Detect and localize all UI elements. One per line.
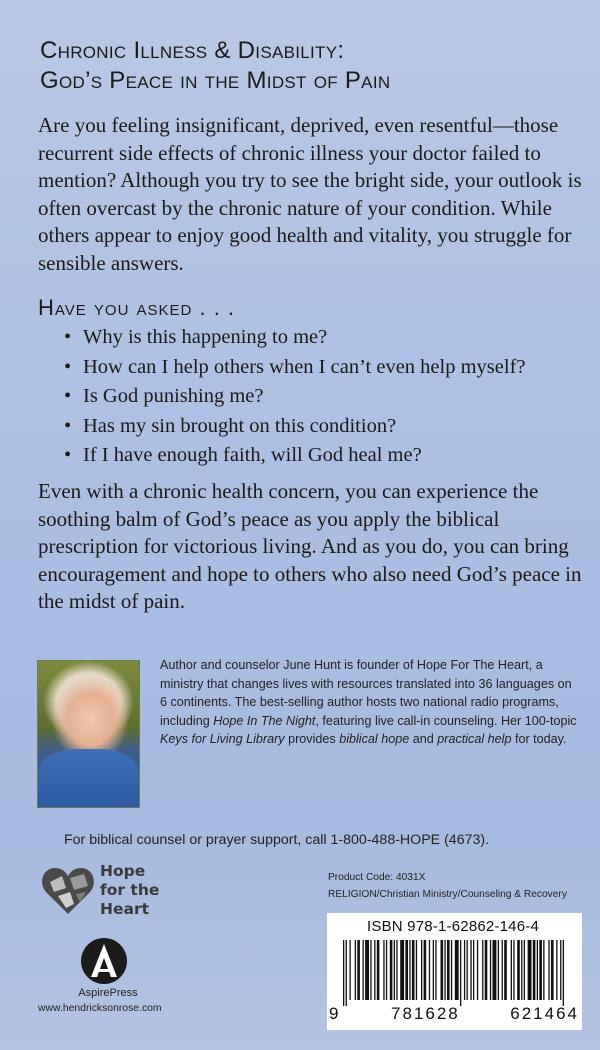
barcode-bar [524,940,525,1000]
barcode-bar [350,940,351,1000]
product-info [328,870,598,903]
hope-logo-line: Heart [100,900,149,918]
barcode-bar [482,940,483,1000]
barcode-bar [421,940,422,1000]
barcode-bar [416,940,417,1000]
barcode-bar [386,940,387,1000]
bio-emphasis: biblical hope [339,732,410,747]
barcode-bar [374,940,375,1000]
barcode-bar [513,940,514,1000]
isbn-barcode [327,913,582,1030]
barcode-bar [405,940,408,1000]
barcode-bar [346,940,347,1006]
intro-paragraph: Are you feeling insignificant, deprived, even resentful—those recurrent side effects of chronic illness your doctor failed to mention? Although you try to see the bright side, your outlook is often overcast by the chronic nature of your condition. While others appear to enjoy good health and vitality, you struggle for sensible answers. [38,113,582,275]
barcode-bar [548,940,549,1000]
title-line-2: God’s Peace in the Midst of Pain [40,67,391,94]
barcode-bar [409,940,410,1000]
barcode-bar [355,940,356,1000]
question-item: • If I have enough faith, will God heal me? [64,441,589,471]
bio-text: and [409,732,438,747]
barcode-bar [528,940,532,1000]
author-bio [160,656,580,749]
aspire-press-logo [76,935,132,991]
barcode-bar [400,940,404,1000]
barcode-bar [435,940,436,1000]
barcode-bar [441,940,444,1000]
barcode-bar [477,940,478,1000]
barcode-bar [473,940,474,1000]
product-code: Product Code: 4031X [328,872,426,883]
bio-emphasis: Hope In The Night [213,713,316,728]
outro-paragraph: Even with a chronic health concern, you can experience the soothing balm of God’s peace as you apply the biblical prescription for victorious living. And as you do, you can bring encouragement and hope to others who also need God’s peace in the midst of pain. [38,479,582,614]
hope-logo-wordmark [100,862,159,919]
bio-emphasis: practical help [437,732,512,747]
questions-heading: Have you asked . . . [38,295,236,320]
barcode-bar [556,940,557,1000]
bio-emphasis: Keys for Living Library [160,732,285,747]
barcode-digits-right: 621464 [510,1004,579,1023]
counsel-phone-line: For biblical counsel or prayer support, call 1-800-488-HOPE (4673). [64,832,490,848]
barcode-bar [563,940,564,1006]
bio-text: provides [284,732,340,747]
question-item: • Why is this happening to me? [64,323,589,353]
barcode-bar [424,940,427,1000]
barcode-bar [543,940,544,1000]
hope-logo-line: Hope [100,862,146,880]
barcode-bar [470,940,471,1000]
barcode-bar [504,940,507,1000]
barcode-bar [460,940,461,1006]
barcode-bar [363,940,364,1000]
barcode-bar [537,940,538,1000]
back-cover-title [40,36,580,96]
publisher-website: www.hendricksonrose.com [38,1003,162,1014]
barcode-bar [377,940,380,1000]
barcode-bars [341,940,569,1006]
barcode-bar [560,940,561,1000]
barcode-bar [521,940,522,1000]
bio-text: for today. [511,732,567,747]
barcode-bar [390,940,393,1000]
barcode-bar [412,940,415,1000]
barcode-bar [451,940,452,1000]
barcode-bar [511,940,512,1000]
barcode-bar [467,940,468,1000]
barcode-bar [357,940,360,1000]
barcode-bar [365,940,369,1000]
barcode-bar [502,940,503,1000]
barcode-bar [394,940,395,1000]
barcode-bar [517,940,520,1000]
hope-for-the-heart-logo [40,862,170,924]
barcode-bar [433,940,434,1000]
barcode-digits [329,1004,579,1024]
barcode-bar [539,940,542,1000]
barcode-bar [490,940,491,1000]
question-item: • Is God punishing me? [64,382,589,412]
hope-logo-line: for the [100,881,160,899]
barcode-digits-left: 781628 [391,1004,460,1023]
barcode-bar [533,940,536,1000]
aspire-press-wordmark: AspirePress [78,987,138,999]
bio-text: Author and counselor June Hunt is founder of Hope For The Heart, a ministry that changes lives with resources translated into 36 languages on 6 continents. The best-selling author hosts two national radio programs, including [160,658,572,728]
barcode-bar [429,940,430,1000]
barcode-bar [343,940,344,1006]
barcode-bar [464,940,465,1000]
product-category: RELIGION/Christian Ministry/Counseling & Recovery [328,888,567,900]
bio-text: , featuring live call-in counseling. Her 100-topic [315,713,577,728]
barcode-bar [493,940,497,1000]
barcode-bar [383,940,384,1000]
question-item: • Has my sin brought on this condition? [64,412,589,442]
barcode-digit-first: 9 [329,1004,341,1023]
barcode-bar [485,940,488,1000]
barcode-bar [370,940,371,1000]
author-photo [37,660,140,808]
title-line-1: Chronic Illness & Disability: [40,37,345,64]
barcode-bar [498,940,499,1000]
isbn-number: ISBN 978-1-62862-146-4 [367,918,540,935]
barcode-bar [455,940,459,1000]
barcode-bar [447,940,450,1000]
heart-mosaic-icon [40,862,96,918]
barcode-bar [444,940,445,1000]
question-item: • How can I help others when I can’t even help myself? [64,353,589,383]
barcode-bar [396,940,397,1000]
author-shirt [38,749,139,807]
questions-list [64,323,589,471]
barcode-bar [551,940,554,1000]
aspire-a-icon [76,935,132,991]
